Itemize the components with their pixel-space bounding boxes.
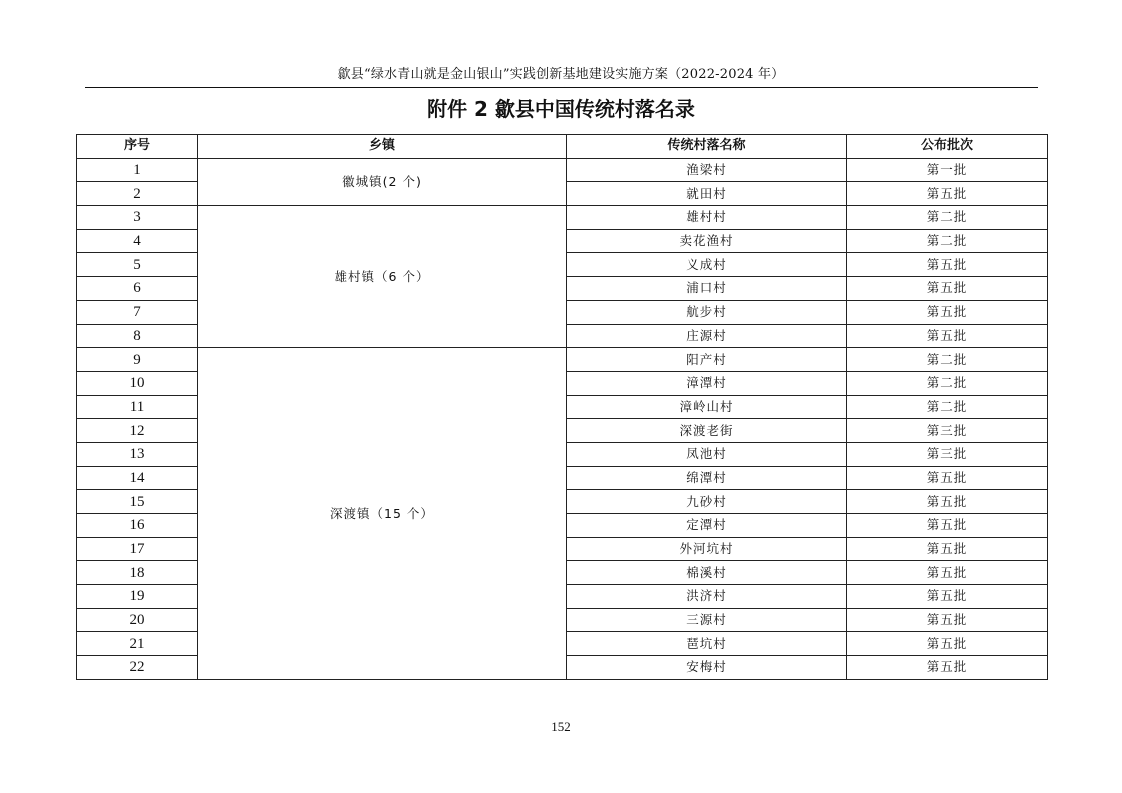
- batch-cell: 第二批: [847, 206, 1048, 230]
- village-name-cell: 洪济村: [567, 585, 847, 609]
- row-number: 20: [77, 608, 198, 632]
- row-number: 14: [77, 466, 198, 490]
- row-number: 21: [77, 632, 198, 656]
- village-name-cell: 浦口村: [567, 277, 847, 301]
- village-name-cell: 九砂村: [567, 490, 847, 514]
- row-number: 2: [77, 182, 198, 206]
- town-cell: 徽城镇(2 个): [198, 158, 567, 205]
- village-name-cell: 三源村: [567, 608, 847, 632]
- batch-cell: 第五批: [847, 585, 1048, 609]
- village-name-cell: 渔梁村: [567, 158, 847, 182]
- document-title: 附件 2 歙县中国传统村落名录: [427, 97, 695, 121]
- batch-cell: 第五批: [847, 608, 1048, 632]
- row-number: 8: [77, 324, 198, 348]
- batch-cell: 第五批: [847, 466, 1048, 490]
- column-header-town: 乡镇: [198, 135, 567, 159]
- batch-cell: 第二批: [847, 348, 1048, 372]
- village-name-cell: 绵潭村: [567, 466, 847, 490]
- batch-cell: 第一批: [847, 158, 1048, 182]
- batch-cell: 第五批: [847, 561, 1048, 585]
- row-number: 16: [77, 514, 198, 538]
- batch-cell: 第五批: [847, 514, 1048, 538]
- row-number: 10: [77, 371, 198, 395]
- village-name-cell: 漳岭山村: [567, 395, 847, 419]
- batch-cell: 第五批: [847, 277, 1048, 301]
- row-number: 22: [77, 656, 198, 680]
- village-name-cell: 定潭村: [567, 514, 847, 538]
- batch-cell: 第五批: [847, 324, 1048, 348]
- village-roster-table: [76, 134, 1048, 680]
- table-row: [77, 348, 1048, 372]
- batch-cell: 第五批: [847, 182, 1048, 206]
- column-header-village: 传统村落名称: [567, 135, 847, 159]
- village-name-cell: 安梅村: [567, 656, 847, 680]
- town-cell: 深渡镇（15 个）: [198, 348, 567, 680]
- batch-cell: 第二批: [847, 229, 1048, 253]
- column-header-batch: 公布批次: [847, 135, 1048, 159]
- batch-cell: 第五批: [847, 537, 1048, 561]
- batch-cell: 第五批: [847, 300, 1048, 324]
- town-cell: 雄村镇（6 个）: [198, 206, 567, 348]
- column-header-no: 序号: [77, 135, 198, 159]
- header-rule: [85, 87, 1038, 88]
- village-name-cell: 就田村: [567, 182, 847, 206]
- village-name-cell: 雄村村: [567, 206, 847, 230]
- running-header: 歙县“绿水青山就是金山银山”实践创新基地建设实施方案（2022-2024 年）: [337, 67, 785, 82]
- row-number: 18: [77, 561, 198, 585]
- table-header-row: [77, 135, 1048, 159]
- village-name-cell: 庄源村: [567, 324, 847, 348]
- row-number: 15: [77, 490, 198, 514]
- village-name-cell: 阳产村: [567, 348, 847, 372]
- row-number: 6: [77, 277, 198, 301]
- table-body: [77, 158, 1048, 679]
- village-name-cell: 外河坑村: [567, 537, 847, 561]
- village-name-cell: 琶坑村: [567, 632, 847, 656]
- village-name-cell: 凤池村: [567, 442, 847, 466]
- village-name-cell: 义成村: [567, 253, 847, 277]
- page-number: 152: [551, 719, 571, 734]
- village-name-cell: 航步村: [567, 300, 847, 324]
- batch-cell: 第二批: [847, 371, 1048, 395]
- batch-cell: 第二批: [847, 395, 1048, 419]
- village-name-cell: 卖花渔村: [567, 229, 847, 253]
- village-name-cell: 棉溪村: [567, 561, 847, 585]
- table-row: [77, 206, 1048, 230]
- village-name-cell: 漳潭村: [567, 371, 847, 395]
- row-number: 4: [77, 229, 198, 253]
- row-number: 13: [77, 442, 198, 466]
- row-number: 19: [77, 585, 198, 609]
- batch-cell: 第五批: [847, 253, 1048, 277]
- row-number: 11: [77, 395, 198, 419]
- row-number: 17: [77, 537, 198, 561]
- batch-cell: 第三批: [847, 442, 1048, 466]
- row-number: 1: [77, 158, 198, 182]
- row-number: 3: [77, 206, 198, 230]
- row-number: 9: [77, 348, 198, 372]
- row-number: 7: [77, 300, 198, 324]
- batch-cell: 第三批: [847, 419, 1048, 443]
- batch-cell: 第五批: [847, 656, 1048, 680]
- village-name-cell: 深渡老街: [567, 419, 847, 443]
- row-number: 5: [77, 253, 198, 277]
- table-row: [77, 158, 1048, 182]
- batch-cell: 第五批: [847, 632, 1048, 656]
- row-number: 12: [77, 419, 198, 443]
- batch-cell: 第五批: [847, 490, 1048, 514]
